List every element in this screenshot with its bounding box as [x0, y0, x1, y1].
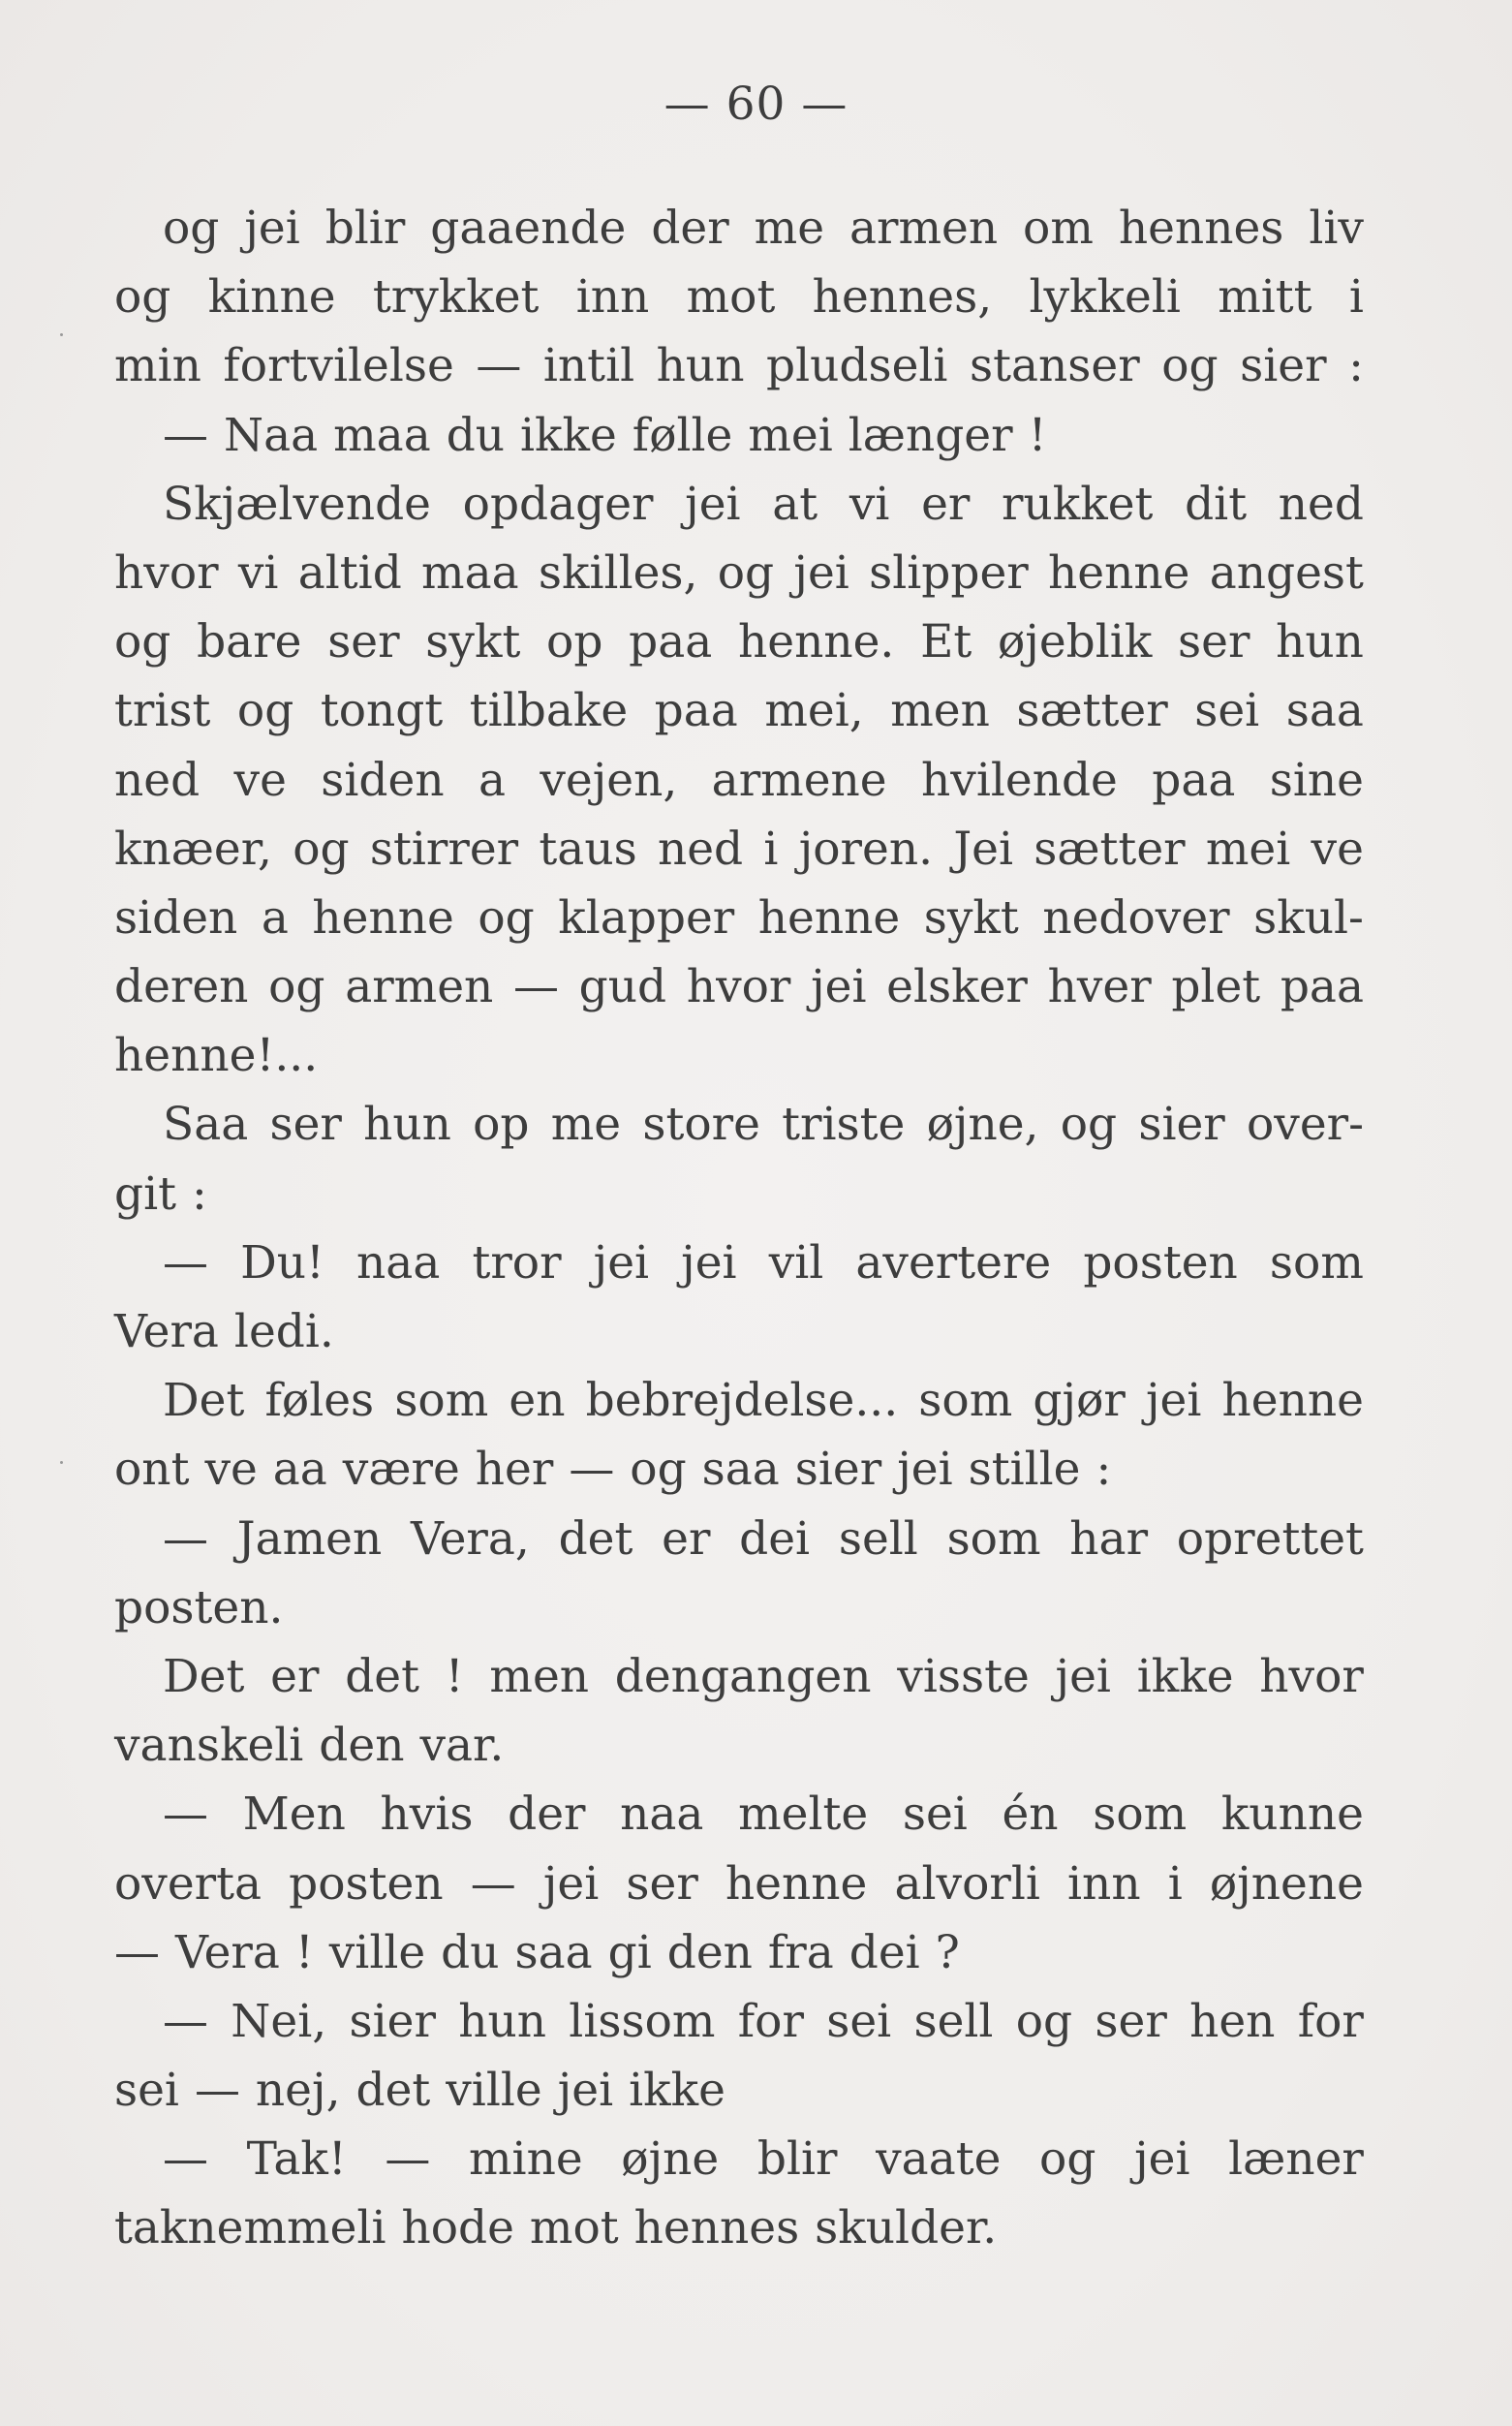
text-line: — Men hvis der naa melte sei én som kunne	[163, 1788, 1364, 1842]
text-line: git :	[114, 1166, 207, 1221]
paper-speck	[60, 1461, 63, 1464]
text-line: siden a henne og klapper henne sykt nedover skul-	[114, 890, 1364, 945]
text-line: Vera ledi.	[114, 1305, 334, 1358]
text-line: vanskeli den var.	[114, 1719, 505, 1773]
text-line: — Naa maa du ikke følle mei længer !	[163, 408, 1047, 462]
page-number: — 60 —	[663, 78, 849, 131]
text-line: deren og armen — gud hvor jei elsker hver plet paa	[114, 960, 1364, 1014]
body-text	[114, 194, 1364, 2263]
paper-speck	[60, 333, 63, 336]
text-line: sei — nej, det ville jei ikke	[114, 2064, 725, 2118]
text-line: overta posten — jei ser henne alvorli inn i øjnene	[114, 1856, 1364, 1911]
text-line: Det er det ! men dengangen visste jei ikke hvor	[163, 1649, 1364, 1703]
text-line: min fortvilelse — intil hun pludseli stanser og sier :	[114, 339, 1364, 393]
text-line: og kinne trykket inn mot hennes, lykkeli mitt i	[114, 270, 1364, 325]
text-line: — Du! naa tror jei jei vil avertere posten som	[163, 1235, 1364, 1290]
text-line: Saa ser hun op me store triste øjne, og sier over-	[163, 1098, 1364, 1152]
text-line: — Nei, sier hun lissom for sei sell og ser hen for	[163, 1994, 1364, 2048]
text-line: — Jamen Vera, det er dei sell som har oprettet	[163, 1511, 1364, 1566]
text-line: og jei blir gaaende der me armen om hennes liv	[163, 202, 1364, 255]
text-line: knæer, og stirrer taus ned i joren. Jei sætter mei ve	[114, 822, 1364, 876]
text-line: trist og tongt tilbake paa mei, men sætter sei saa	[114, 684, 1364, 738]
text-line: ned ve siden a vejen, armene hvilende paa sine	[114, 753, 1364, 807]
text-line: og bare ser sykt op paa henne. Et øjeblik ser hun	[114, 615, 1364, 669]
text-line: — Vera ! ville du saa gi den fra dei ?	[114, 1925, 960, 1979]
text-line: henne!...	[114, 1029, 319, 1083]
text-line: posten.	[114, 1580, 284, 1634]
text-line: ont ve aa være her — og saa sier jei stille :	[114, 1443, 1112, 1497]
text-line: taknemmeli hode mot hennes skulder.	[114, 2201, 998, 2255]
text-line: hvor vi altid maa skilles, og jei slipper henne angest	[114, 545, 1364, 600]
text-line: — Tak! — mine øjne blir vaate og jei læner	[163, 2132, 1364, 2187]
text-line: Skjælvende opdager jei at vi er rukket dit ned	[163, 477, 1364, 531]
text-line: Det føles som en bebrejdelse... som gjør jei henne	[163, 1374, 1364, 1428]
